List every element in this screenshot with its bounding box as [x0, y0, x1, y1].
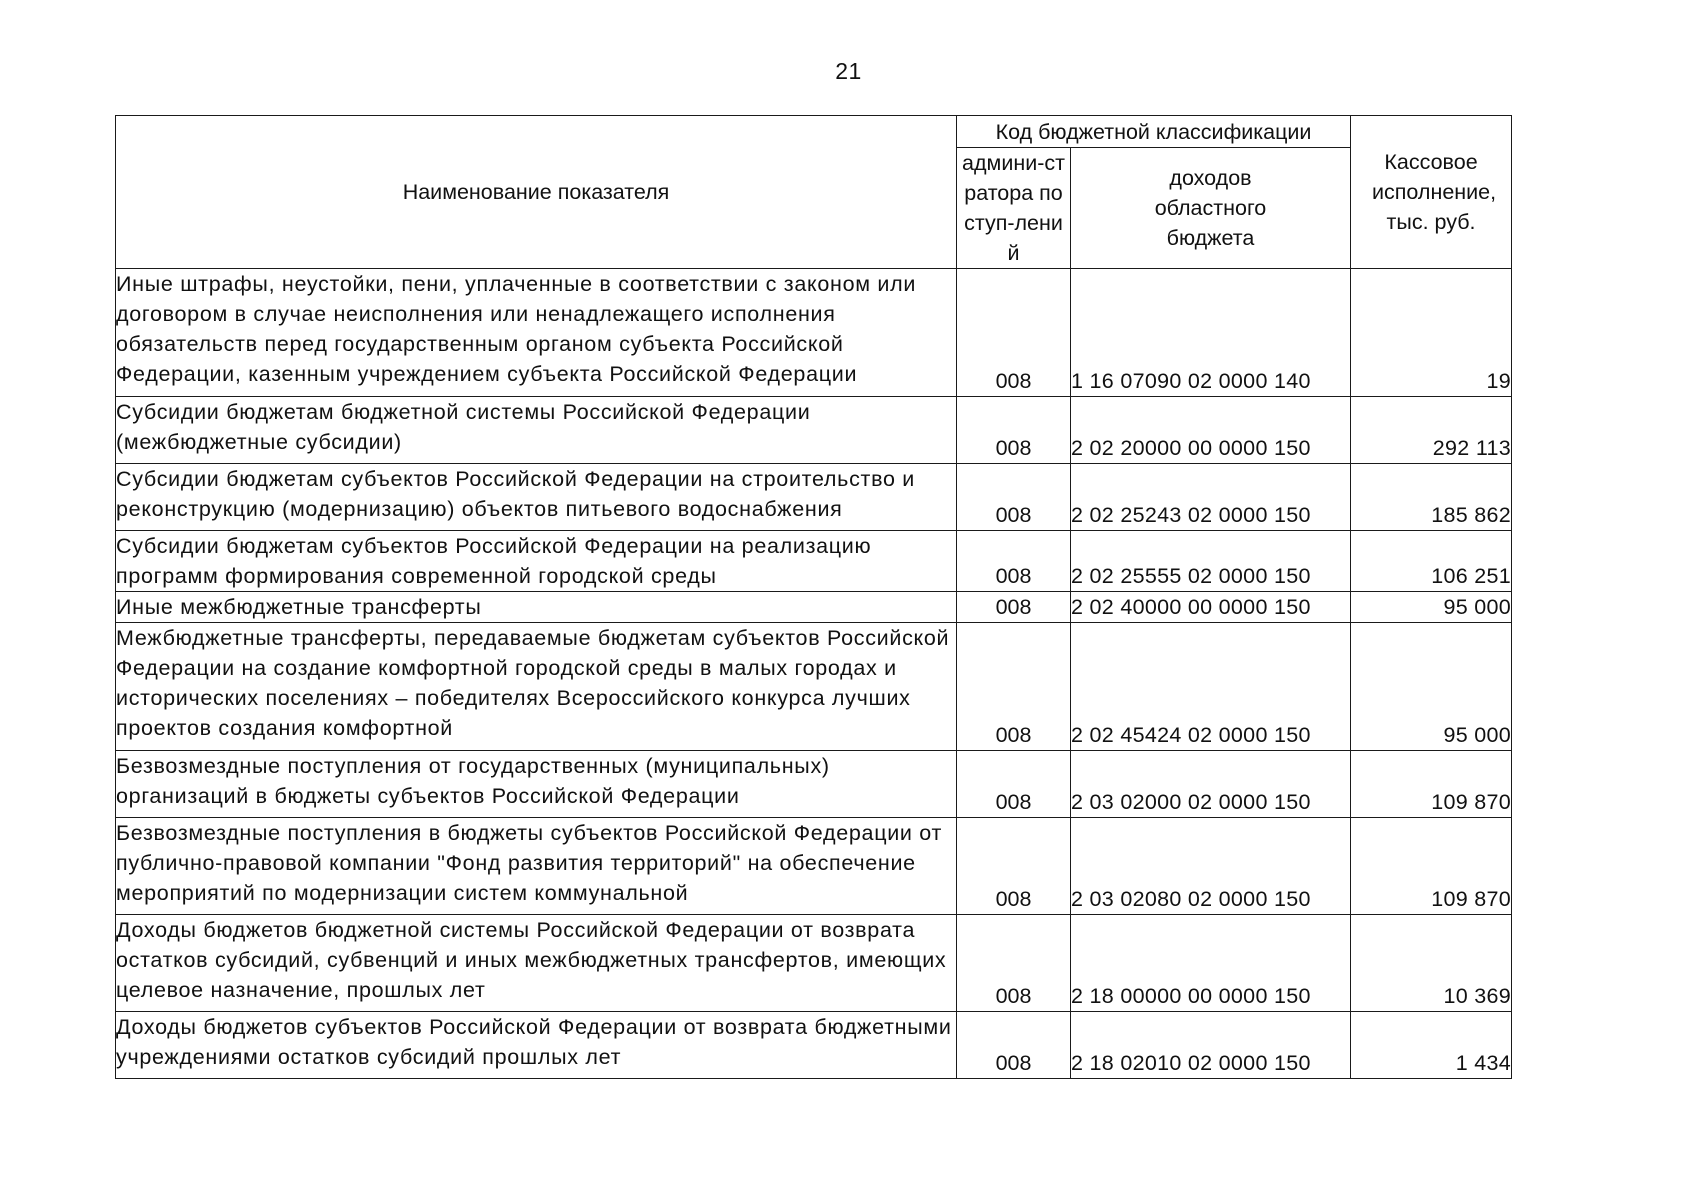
- row-name: Субсидии бюджетам бюджетной системы Российской Федерации (межбюджетные субсидии): [116, 397, 957, 464]
- header-administrator: [957, 148, 1071, 269]
- row-amount: 95 000: [1351, 623, 1512, 751]
- table-row: [116, 751, 1512, 818]
- row-admin-code: 008: [957, 915, 1071, 1012]
- row-amount: 10 369: [1351, 915, 1512, 1012]
- header-budget-classification-code: Код бюджетной классификации: [957, 116, 1351, 148]
- row-name: Субсидии бюджетам субъектов Российской Федерации на строительство и реконструкцию (модернизацию) объектов питьевого водоснабжения: [116, 464, 957, 531]
- row-amount: 1 434: [1351, 1012, 1512, 1079]
- row-name: Межбюджетные трансферты, передаваемые бюджетам субъектов Российской Федерации на создание комфортной городской среды в малых городах и исторических поселениях – победителях Всероссийского конкурса лучших проектов создания комфортной: [116, 623, 957, 751]
- header-regional-income: [1071, 148, 1351, 269]
- row-name: Иные межбюджетные трансферты: [116, 592, 957, 623]
- row-admin-code: 008: [957, 1012, 1071, 1079]
- row-name: Доходы бюджетов субъектов Российской Федерации от возврата бюджетными учреждениями остатков субсидий прошлых лет: [116, 1012, 957, 1079]
- row-admin-code: 008: [957, 531, 1071, 592]
- page-number: 21: [835, 58, 862, 84]
- row-income-code: 2 02 45424 02 0000 150: [1071, 623, 1351, 751]
- row-amount: 185 862: [1351, 464, 1512, 531]
- header-administrator-label: админи-стратора поступ-лений: [962, 151, 1065, 265]
- row-amount: 19: [1351, 269, 1512, 397]
- row-income-code: 2 03 02080 02 0000 150: [1071, 818, 1351, 915]
- row-admin-code: 008: [957, 818, 1071, 915]
- row-income-code: 2 18 02010 02 0000 150: [1071, 1012, 1351, 1079]
- table-row: [116, 818, 1512, 915]
- row-amount: 292 113: [1351, 397, 1512, 464]
- row-admin-code: 008: [957, 751, 1071, 818]
- budget-revenue-table: [115, 115, 1512, 1079]
- row-amount: 95 000: [1351, 592, 1512, 623]
- header-cash-execution: [1351, 116, 1512, 269]
- row-name: Субсидии бюджетам субъектов Российской Федерации на реализацию программ формирования современной городской среды: [116, 531, 957, 592]
- row-income-code: 2 02 20000 00 0000 150: [1071, 397, 1351, 464]
- table-row: [116, 623, 1512, 751]
- table-row: [116, 915, 1512, 1012]
- row-income-code: 2 02 40000 00 0000 150: [1071, 592, 1351, 623]
- header-indicator-name: Наименование показателя: [116, 116, 957, 269]
- row-income-code: 2 03 02000 02 0000 150: [1071, 751, 1351, 818]
- table-row: [116, 269, 1512, 397]
- row-amount: 109 870: [1351, 751, 1512, 818]
- row-admin-code: 008: [957, 397, 1071, 464]
- table-row: [116, 464, 1512, 531]
- table-row: [116, 531, 1512, 592]
- table-row: [116, 592, 1512, 623]
- row-admin-code: 008: [957, 623, 1071, 751]
- row-amount: 109 870: [1351, 818, 1512, 915]
- row-name: Доходы бюджетов бюджетной системы Российской Федерации от возврата остатков субсидий, субвенций и иных межбюджетных трансфертов, имеющих целевое назначение, прошлых лет: [116, 915, 957, 1012]
- row-income-code: 2 02 25243 02 0000 150: [1071, 464, 1351, 531]
- table-row: [116, 397, 1512, 464]
- header-regional-income-label: доходов областного бюджета: [1154, 166, 1267, 250]
- row-admin-code: 008: [957, 269, 1071, 397]
- row-admin-code: 008: [957, 592, 1071, 623]
- row-name: Безвозмездные поступления в бюджеты субъектов Российской Федерации от публично-правовой компании "Фонд развития территорий" на обеспечение мероприятий по модернизации систем коммунальной: [116, 818, 957, 915]
- row-income-code: 1 16 07090 02 0000 140: [1071, 269, 1351, 397]
- row-amount: 106 251: [1351, 531, 1512, 592]
- table-row: [116, 1012, 1512, 1079]
- row-income-code: 2 02 25555 02 0000 150: [1071, 531, 1351, 592]
- row-name: Иные штрафы, неустойки, пени, уплаченные в соответствии с законом или договором в случае неисполнения или ненадлежащего исполнения обязательств перед государственным органом субъекта Российской Федерации, казенным учреждением субъекта Российской Федерации: [116, 269, 957, 397]
- row-admin-code: 008: [957, 464, 1071, 531]
- row-income-code: 2 18 00000 00 0000 150: [1071, 915, 1351, 1012]
- row-name: Безвозмездные поступления от государственных (муниципальных) организаций в бюджеты субъектов Российской Федерации: [116, 751, 957, 818]
- header-cash-execution-label: Кассовое исполнение, тыс. руб.: [1372, 150, 1497, 234]
